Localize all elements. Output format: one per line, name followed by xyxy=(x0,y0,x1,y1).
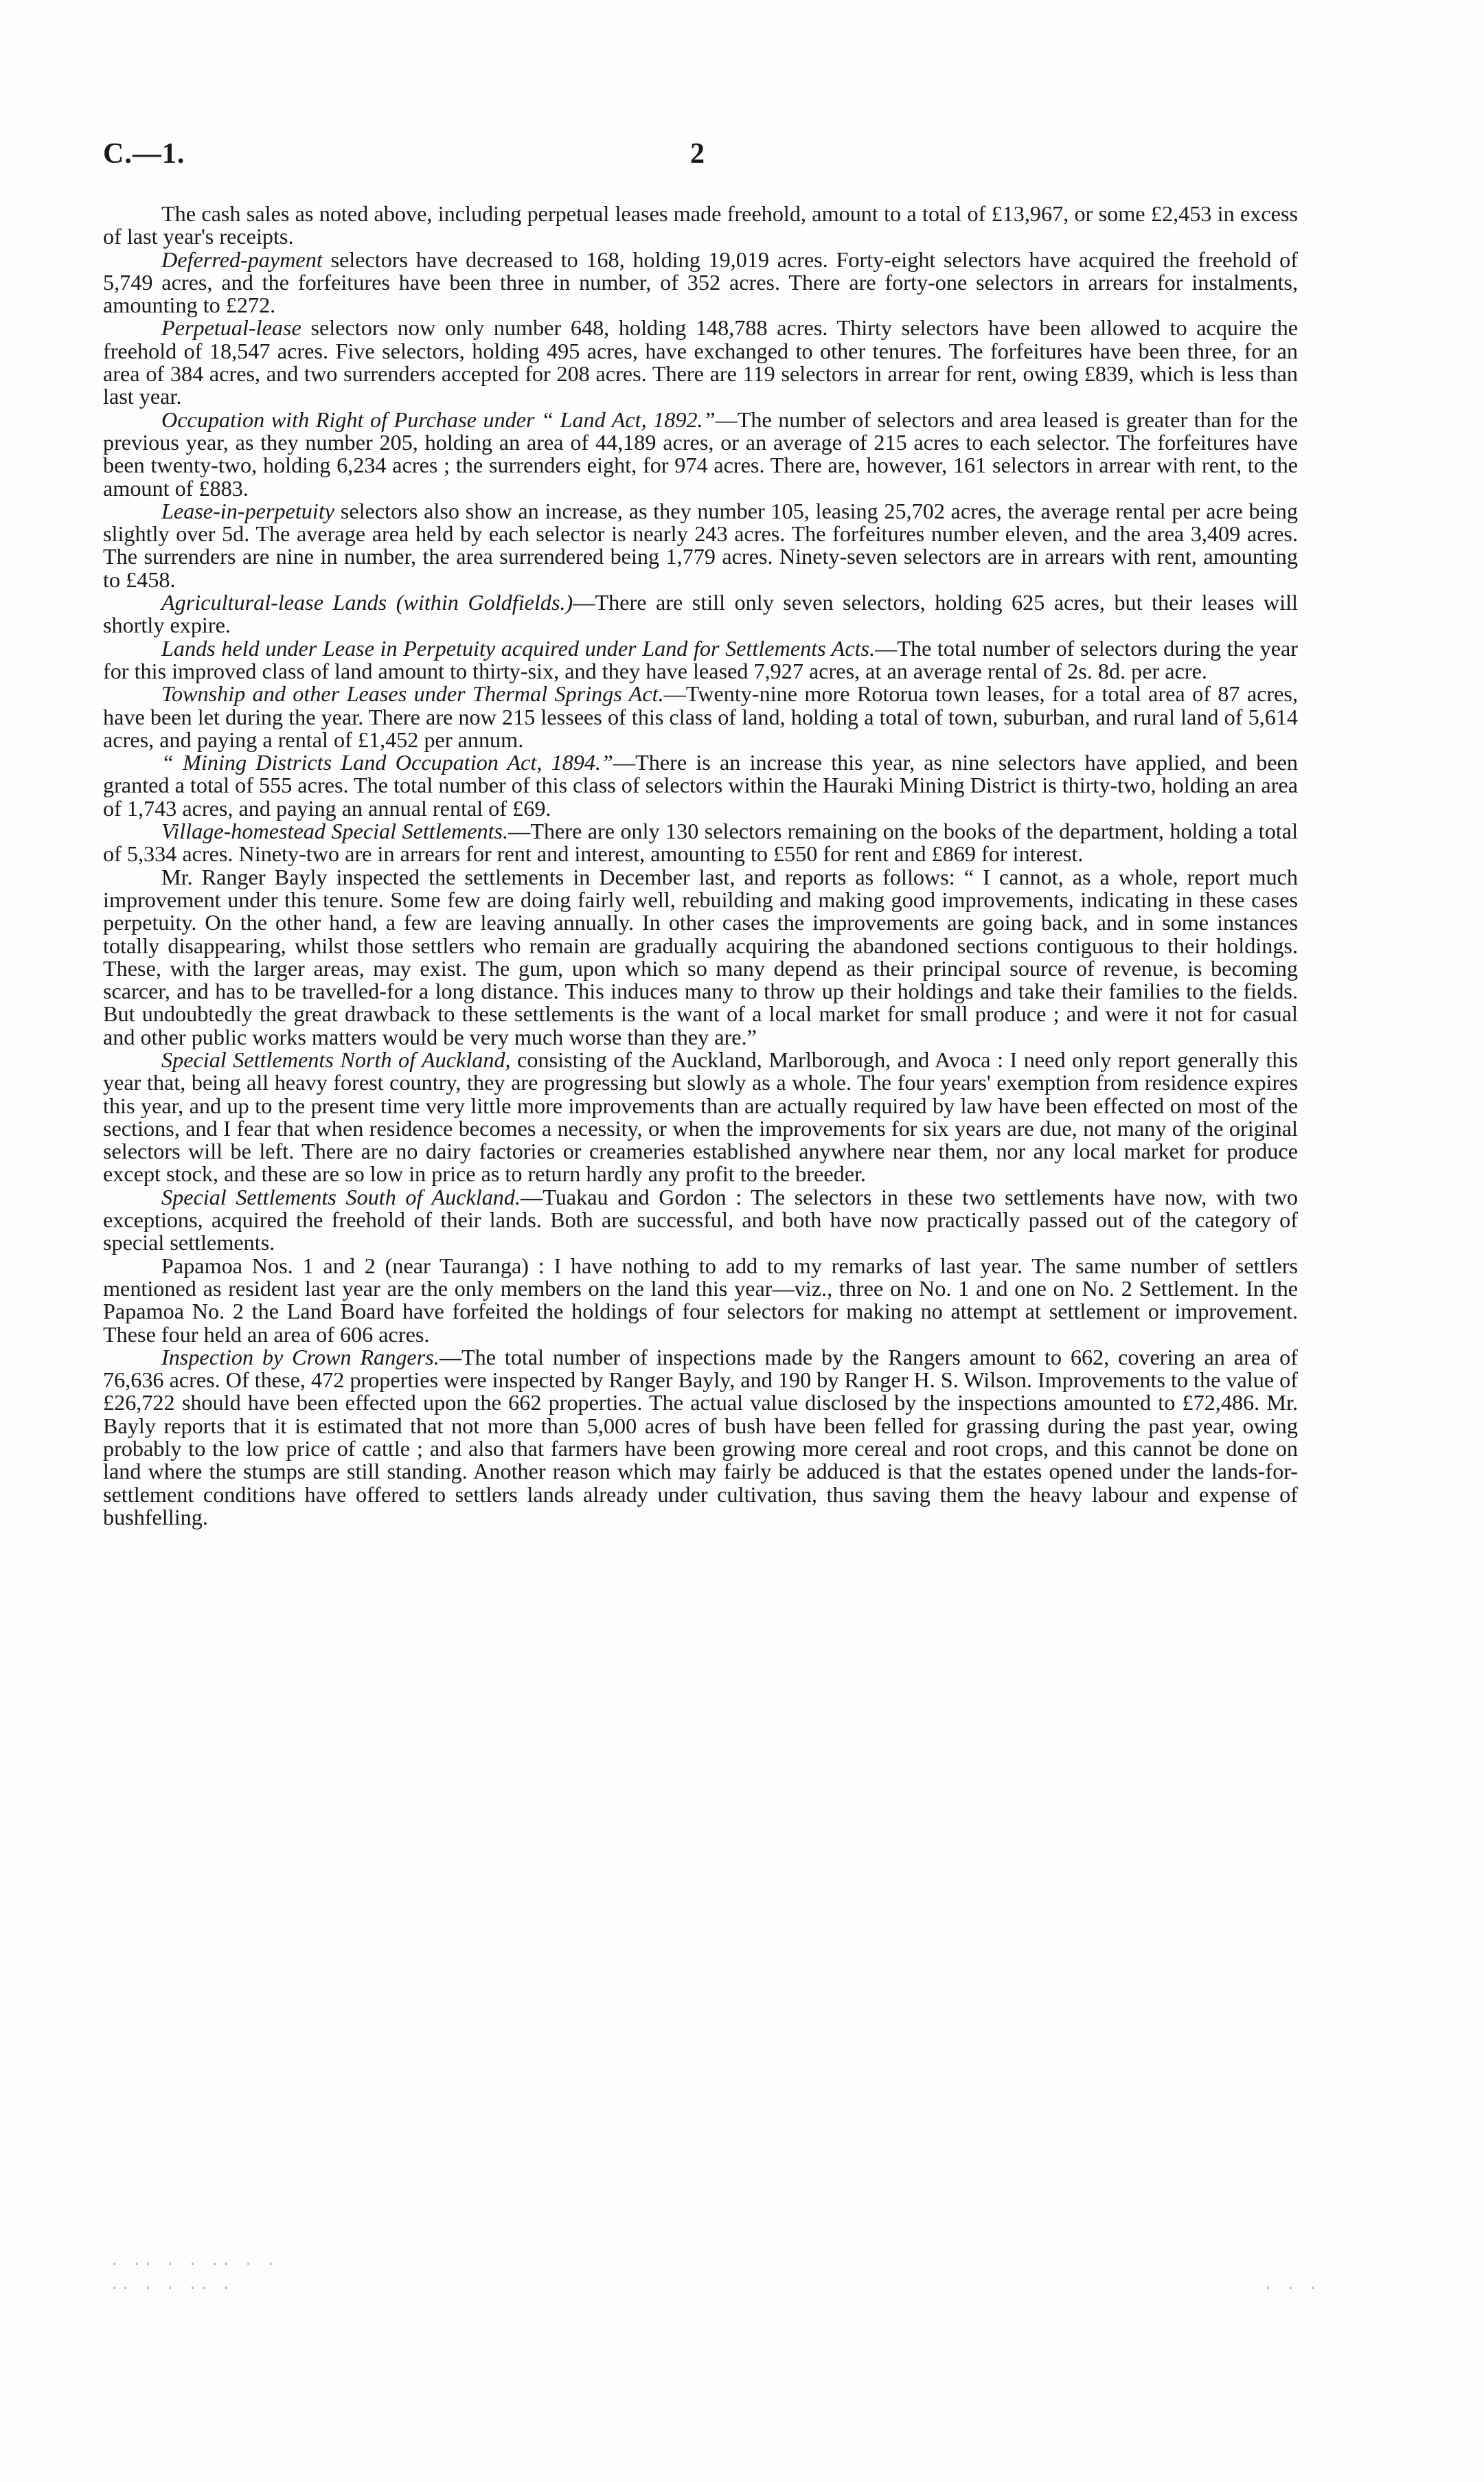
paragraph-lead: Perpetual-lease xyxy=(161,315,301,341)
paragraph-text: —There are only 130 selectors remaining on the books of the department, holding a total of 5,334 acres. Ninety-two are in arrears for rent and interest, amounting to £550 for rent and £869 for interest. xyxy=(103,819,1299,867)
paragraph-south-of-auckland xyxy=(103,1186,1298,1255)
paragraph-mining-districts xyxy=(103,751,1298,820)
paragraph-text: The cash sales as noted above, including perpetual leases made freehold, amount to a total of £13,967, or some £2,453 in excess of last year's receipts. xyxy=(103,201,1298,249)
document-reference: C.—1. xyxy=(103,138,185,170)
paragraph-agricultural-lease xyxy=(103,591,1298,637)
paragraph-land-for-settlements xyxy=(103,637,1298,683)
paragraph-lead: “ Mining Districts Land Occupation Act, 1894.” xyxy=(161,750,613,775)
paragraph-thermal-springs xyxy=(103,683,1298,751)
scan-speckle: ·· · · ·· · xyxy=(110,2280,233,2297)
paragraph-text: selectors also show an increase, as they number 105, leasing 25,702 acres, the average rental per acre being slightly over 5d. The average area held by each selector is nearly 243 acres. The forfeitures number eleven, and the area 3,409 acres. The surrenders are nine in number, the area surrendered being 1,779 acres. Ninety-seven selectors are in arrears with rent, amounting to £458. xyxy=(103,498,1298,592)
paragraph-lead: Lands held under Lease in Perpetuity acquired under Land for Settlements Acts. xyxy=(161,635,876,661)
paragraph-lead: Township and other Leases under Thermal Springs Act. xyxy=(161,681,664,707)
page-header xyxy=(103,137,1339,179)
paragraph-text: selectors have decreased to 168, holding 19,019 acres. Forty-eight selectors have acquired the freehold of 5,749 acres, and the forfeitures have been three in number, of 352 acres. There are forty-one selectors in arrears for instalments, amounting to £272. xyxy=(103,247,1298,318)
paragraph-lead: Special Settlements North of Auckland, xyxy=(161,1047,511,1072)
paragraph-occupation-right-of-purchase xyxy=(103,409,1298,500)
paragraph-ranger-bayly-report xyxy=(103,866,1298,1049)
paragraph-text: —The total number of inspections made by the Rangers amount to 662, covering an area of 76,636 acres. Of these, 472 properties were inspected by Ranger Bayly, and 190 by Ranger H. S. Wilson. Improvements to the value of £26,722 should have been effected upon the 662 properties. The actual value disclosed by the inspections amounted to £72,486. Mr. Bayly reports that it is estimated that not more than 5,000 acres of bush have been felled for grassing during the past year, owing probably to the low price of cattle ; and also that farmers have been growing more cereal and root crops, and this cannot be done on land where the stumps are still standing. Another reason which may fairly be adduced is that the estates opened under the lands-for-settlement conditions have offered to settlers lands already under cultivation, thus saving them the heavy labour and expense of bushfelling. xyxy=(103,1344,1298,1529)
paragraph-cash-sales xyxy=(103,203,1298,249)
paragraph-inspection-crown-rangers xyxy=(103,1346,1298,1529)
paragraph-lease-in-perpetuity xyxy=(103,500,1298,591)
paragraph-village-homestead xyxy=(103,820,1298,866)
paragraph-lead: Deferred-payment xyxy=(161,247,323,272)
paragraph-text: Mr. Ranger Bayly inspected the settlements in December last, and reports as follows: “ I cannot, as a whole, report much improvement under this tenure. Some few are doing fairly well, rebuilding and making good improvements, indicating in these cases perpetuity. On the other hand, a few are leaving annually. In other cases the improvements are going back, and in some instances totally disappearing, whilst those settlers who remain are gradually acquiring the abandoned sections contiguous to their holdings. These, with the larger areas, may exist. The gum, upon which so many depend as their principal source of revenue, is becoming scarcer, and has to be travelled-for a long distance. This induces many to throw up their holdings and take their families to the fields. But undoubtedly the great drawback to these settlements is the want of a local market for small produce ; and were it not for casual and other public works matters would be very much worse than they are.” xyxy=(103,864,1298,1049)
paragraph-text: consisting of the Auckland, Marlborough, and Avoca : I need only report generally this year that, being all heavy forest country, they are progressing but slowly as a whole. The four years' exemption from residence expires this year, and up to the present time very little more improvements than are actually required by law have been effected on most of the sections, and I fear that when residence becomes a necessity, or when the improvements for six years are due, not many of the original selectors will be left. There are no dairy factories or creameries established anywhere near them, nor any local market for produce except stock, and these are so low in price as to return hardly any profit to the breeder. xyxy=(103,1047,1298,1187)
paragraph-text: —There is an increase this year, as nine selectors have applied, and been granted a total of 555 acres. The total number of this class of selectors within the Hauraki Mining District is thirty-two, holding an area of 1,743 acres, and paying an annual rental of £69. xyxy=(103,750,1298,821)
paragraph-papamoa xyxy=(103,1255,1298,1346)
paragraph-lead: Village-homestead Special Settlements. xyxy=(161,819,509,844)
page-number: 2 xyxy=(690,138,705,170)
paragraph-text: —Tuakau and Gordon : The selectors in these two settlements have now, with two exceptions, acquired the freehold of their lands. Both are successful, and both have now practically passed out of the category of special settlements. xyxy=(103,1184,1298,1255)
paragraph-north-of-auckland xyxy=(103,1049,1298,1186)
paragraph-lead: Lease-in-perpetuity xyxy=(161,498,335,523)
paragraph-text: —Twenty-nine more Rotorua town leases, for a total area of 87 acres, have been let during the year. There are now 215 lessees of this class of land, holding a total of town, suburban, and rural land of 5,614 acres, and paying a rental of £1,452 per annum. xyxy=(103,681,1298,752)
paragraph-text: —The total number of selectors during the year for this improved class of land amount to thirty-six, and they have leased 7,927 acres, at an average rental of 2s. 8d. per acre. xyxy=(103,635,1298,683)
paragraph-lead: Inspection by Crown Rangers. xyxy=(161,1344,440,1369)
scan-speckle: · · · xyxy=(1264,2280,1320,2297)
paragraph-perpetual-lease xyxy=(103,317,1298,408)
paragraph-lead: Agricultural-lease Lands (within Goldfields.) xyxy=(161,590,573,615)
paragraph-lead: Occupation with Right of Purchase under “ Land Act, 1892.” xyxy=(161,407,716,432)
paragraph-text: selectors now only number 648, holding 148,788 acres. Thirty selectors have been allowed to acquire the freehold of 18,547 acres. Five selectors, holding 495 acres, have exchanged to other tenures. The forfeitures have been three, for an area of 384 acres, and two surrenders accepted for 208 acres. There are 119 selectors in arrear for rent, owing £839, which is less than last year. xyxy=(103,315,1298,409)
scan-speckle: · ·· · · ·· · · xyxy=(110,2256,277,2273)
paragraph-text: —There are still only seven selectors, holding 625 acres, but their leases will shortly expire. xyxy=(103,590,1298,638)
paragraph-deferred-payment xyxy=(103,249,1298,317)
paragraph-text: —The number of selectors and area leased is greater than for the previous year, as they number 205, holding an area of 44,189 acres, or an average of 215 acres to each selector. The forfeitures have been twenty-two, holding 6,234 acres ; the surrenders eight, for 974 acres. There are, however, 161 selectors in arrear with rent, to the amount of £883. xyxy=(103,407,1298,501)
paragraph-text: Papamoa Nos. 1 and 2 (near Tauranga) : I have nothing to add to my remarks of last year. The same number of settlers mentioned as resident last year are the only members on the land this year—viz., three on No. 1 and one on No. 2 Settlement. In the Papamoa No. 2 the Land Board have forfeited the holdings of four selectors for making no attempt at settlement or improvement. These four held an area of 606 acres. xyxy=(103,1253,1298,1347)
body-text xyxy=(103,203,1298,1529)
paragraph-lead: Special Settlements South of Auckland. xyxy=(161,1184,521,1209)
